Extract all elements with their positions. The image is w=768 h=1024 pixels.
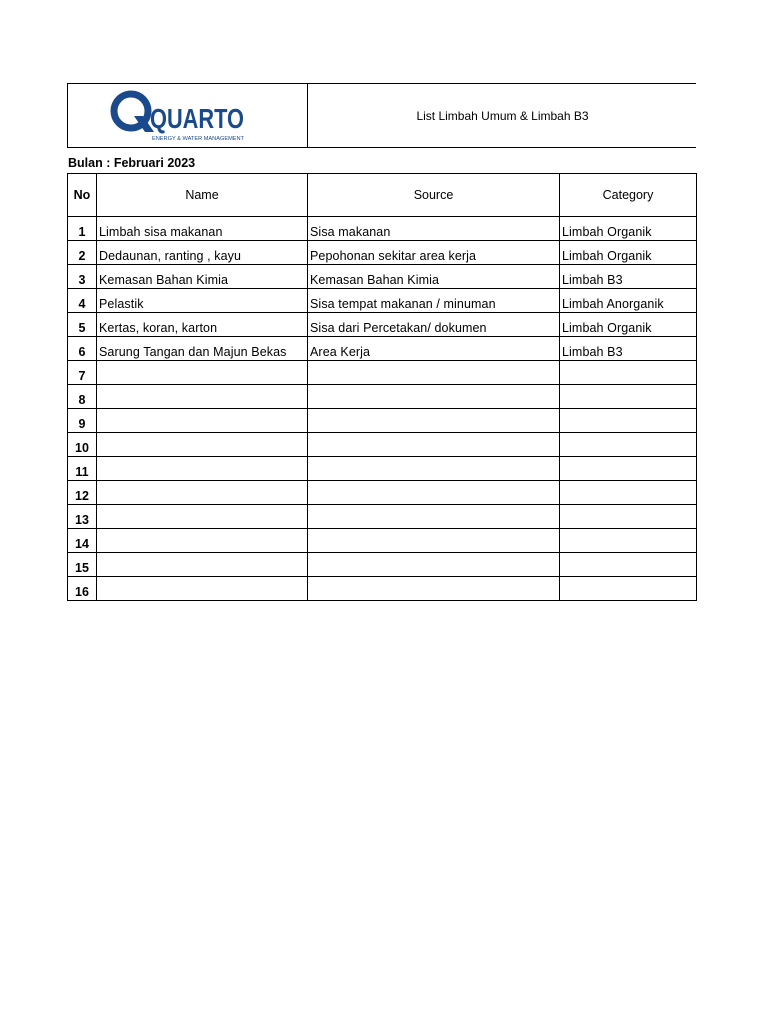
cell-category bbox=[560, 409, 697, 433]
cell-category bbox=[560, 481, 697, 505]
table-row bbox=[68, 529, 697, 553]
cell-name bbox=[97, 385, 308, 409]
cell-source bbox=[308, 409, 560, 433]
cell-name bbox=[97, 457, 308, 481]
cell-source bbox=[308, 529, 560, 553]
cell-name: Dedaunan, ranting , kayu bbox=[97, 241, 308, 265]
cell-no: 7 bbox=[68, 361, 97, 385]
cell-source bbox=[308, 433, 560, 457]
cell-no: 11 bbox=[68, 457, 97, 481]
table-row bbox=[68, 481, 697, 505]
column-header-category: Category bbox=[560, 174, 697, 217]
table-row bbox=[68, 265, 697, 289]
quarto-logo bbox=[110, 87, 246, 143]
cell-no: 2 bbox=[68, 241, 97, 265]
cell-source: Area Kerja bbox=[308, 337, 560, 361]
table-row bbox=[68, 433, 697, 457]
cell-category bbox=[560, 505, 697, 529]
table-row bbox=[68, 337, 697, 361]
table-row bbox=[68, 505, 697, 529]
cell-category: Limbah Organik bbox=[560, 217, 697, 241]
cell-source: Sisa makanan bbox=[308, 217, 560, 241]
table-row bbox=[68, 457, 697, 481]
table-row bbox=[68, 313, 697, 337]
cell-name bbox=[97, 553, 308, 577]
cell-category bbox=[560, 457, 697, 481]
column-header-name: Name bbox=[97, 174, 308, 217]
cell-no: 6 bbox=[68, 337, 97, 361]
document-header bbox=[67, 83, 696, 148]
document-title: List Limbah Umum & Limbah B3 bbox=[416, 108, 589, 123]
table-row bbox=[68, 241, 697, 265]
cell-source bbox=[308, 481, 560, 505]
cell-category: Limbah B3 bbox=[560, 265, 697, 289]
cell-category bbox=[560, 385, 697, 409]
table-body bbox=[68, 217, 697, 601]
cell-category bbox=[560, 553, 697, 577]
cell-source bbox=[308, 457, 560, 481]
cell-name: Pelastik bbox=[97, 289, 308, 313]
logo-tagline: ENERGY & WATER MANAGEMENT bbox=[152, 136, 245, 142]
cell-name bbox=[97, 577, 308, 601]
table-row bbox=[68, 361, 697, 385]
cell-no: 13 bbox=[68, 505, 97, 529]
cell-no: 14 bbox=[68, 529, 97, 553]
cell-no: 5 bbox=[68, 313, 97, 337]
cell-no: 12 bbox=[68, 481, 97, 505]
table-row bbox=[68, 217, 697, 241]
cell-no: 1 bbox=[68, 217, 97, 241]
cell-category: Limbah Organik bbox=[560, 241, 697, 265]
table-header-row bbox=[68, 174, 697, 217]
cell-source bbox=[308, 577, 560, 601]
cell-source bbox=[308, 505, 560, 529]
cell-name bbox=[97, 409, 308, 433]
cell-category bbox=[560, 529, 697, 553]
cell-category bbox=[560, 577, 697, 601]
logo-wordmark: QUARTO bbox=[150, 103, 244, 134]
cell-category bbox=[560, 433, 697, 457]
cell-category: Limbah B3 bbox=[560, 337, 697, 361]
cell-source: Sisa tempat makanan / minuman bbox=[308, 289, 560, 313]
column-header-source: Source bbox=[308, 174, 560, 217]
cell-no: 16 bbox=[68, 577, 97, 601]
cell-source bbox=[308, 361, 560, 385]
cell-name bbox=[97, 361, 308, 385]
table-row bbox=[68, 553, 697, 577]
cell-name bbox=[97, 481, 308, 505]
cell-no: 9 bbox=[68, 409, 97, 433]
cell-name: Sarung Tangan dan Majun Bekas bbox=[97, 337, 308, 361]
table-row bbox=[68, 409, 697, 433]
cell-category: Limbah Organik bbox=[560, 313, 697, 337]
cell-no: 3 bbox=[68, 265, 97, 289]
cell-source: Pepohonan sekitar area kerja bbox=[308, 241, 560, 265]
cell-category: Limbah Anorganik bbox=[560, 289, 697, 313]
cell-source: Sisa dari Percetakan/ dokumen bbox=[308, 313, 560, 337]
cell-no: 8 bbox=[68, 385, 97, 409]
cell-name bbox=[97, 505, 308, 529]
cell-no: 15 bbox=[68, 553, 97, 577]
cell-name: Kemasan Bahan Kimia bbox=[97, 265, 308, 289]
cell-category bbox=[560, 361, 697, 385]
table-row bbox=[68, 289, 697, 313]
table-row bbox=[68, 385, 697, 409]
month-label: Bulan : Februari 2023 bbox=[68, 156, 196, 170]
cell-source: Kemasan Bahan Kimia bbox=[308, 265, 560, 289]
cell-no: 10 bbox=[68, 433, 97, 457]
cell-source bbox=[308, 553, 560, 577]
column-header-no: No bbox=[68, 174, 97, 217]
cell-name: Kertas, koran, karton bbox=[97, 313, 308, 337]
cell-no: 4 bbox=[68, 289, 97, 313]
cell-name bbox=[97, 433, 308, 457]
cell-source bbox=[308, 385, 560, 409]
q-emblem bbox=[114, 94, 154, 132]
cell-name bbox=[97, 529, 308, 553]
cell-name: Limbah sisa makanan bbox=[97, 217, 308, 241]
waste-table bbox=[67, 173, 697, 601]
table-row bbox=[68, 577, 697, 601]
